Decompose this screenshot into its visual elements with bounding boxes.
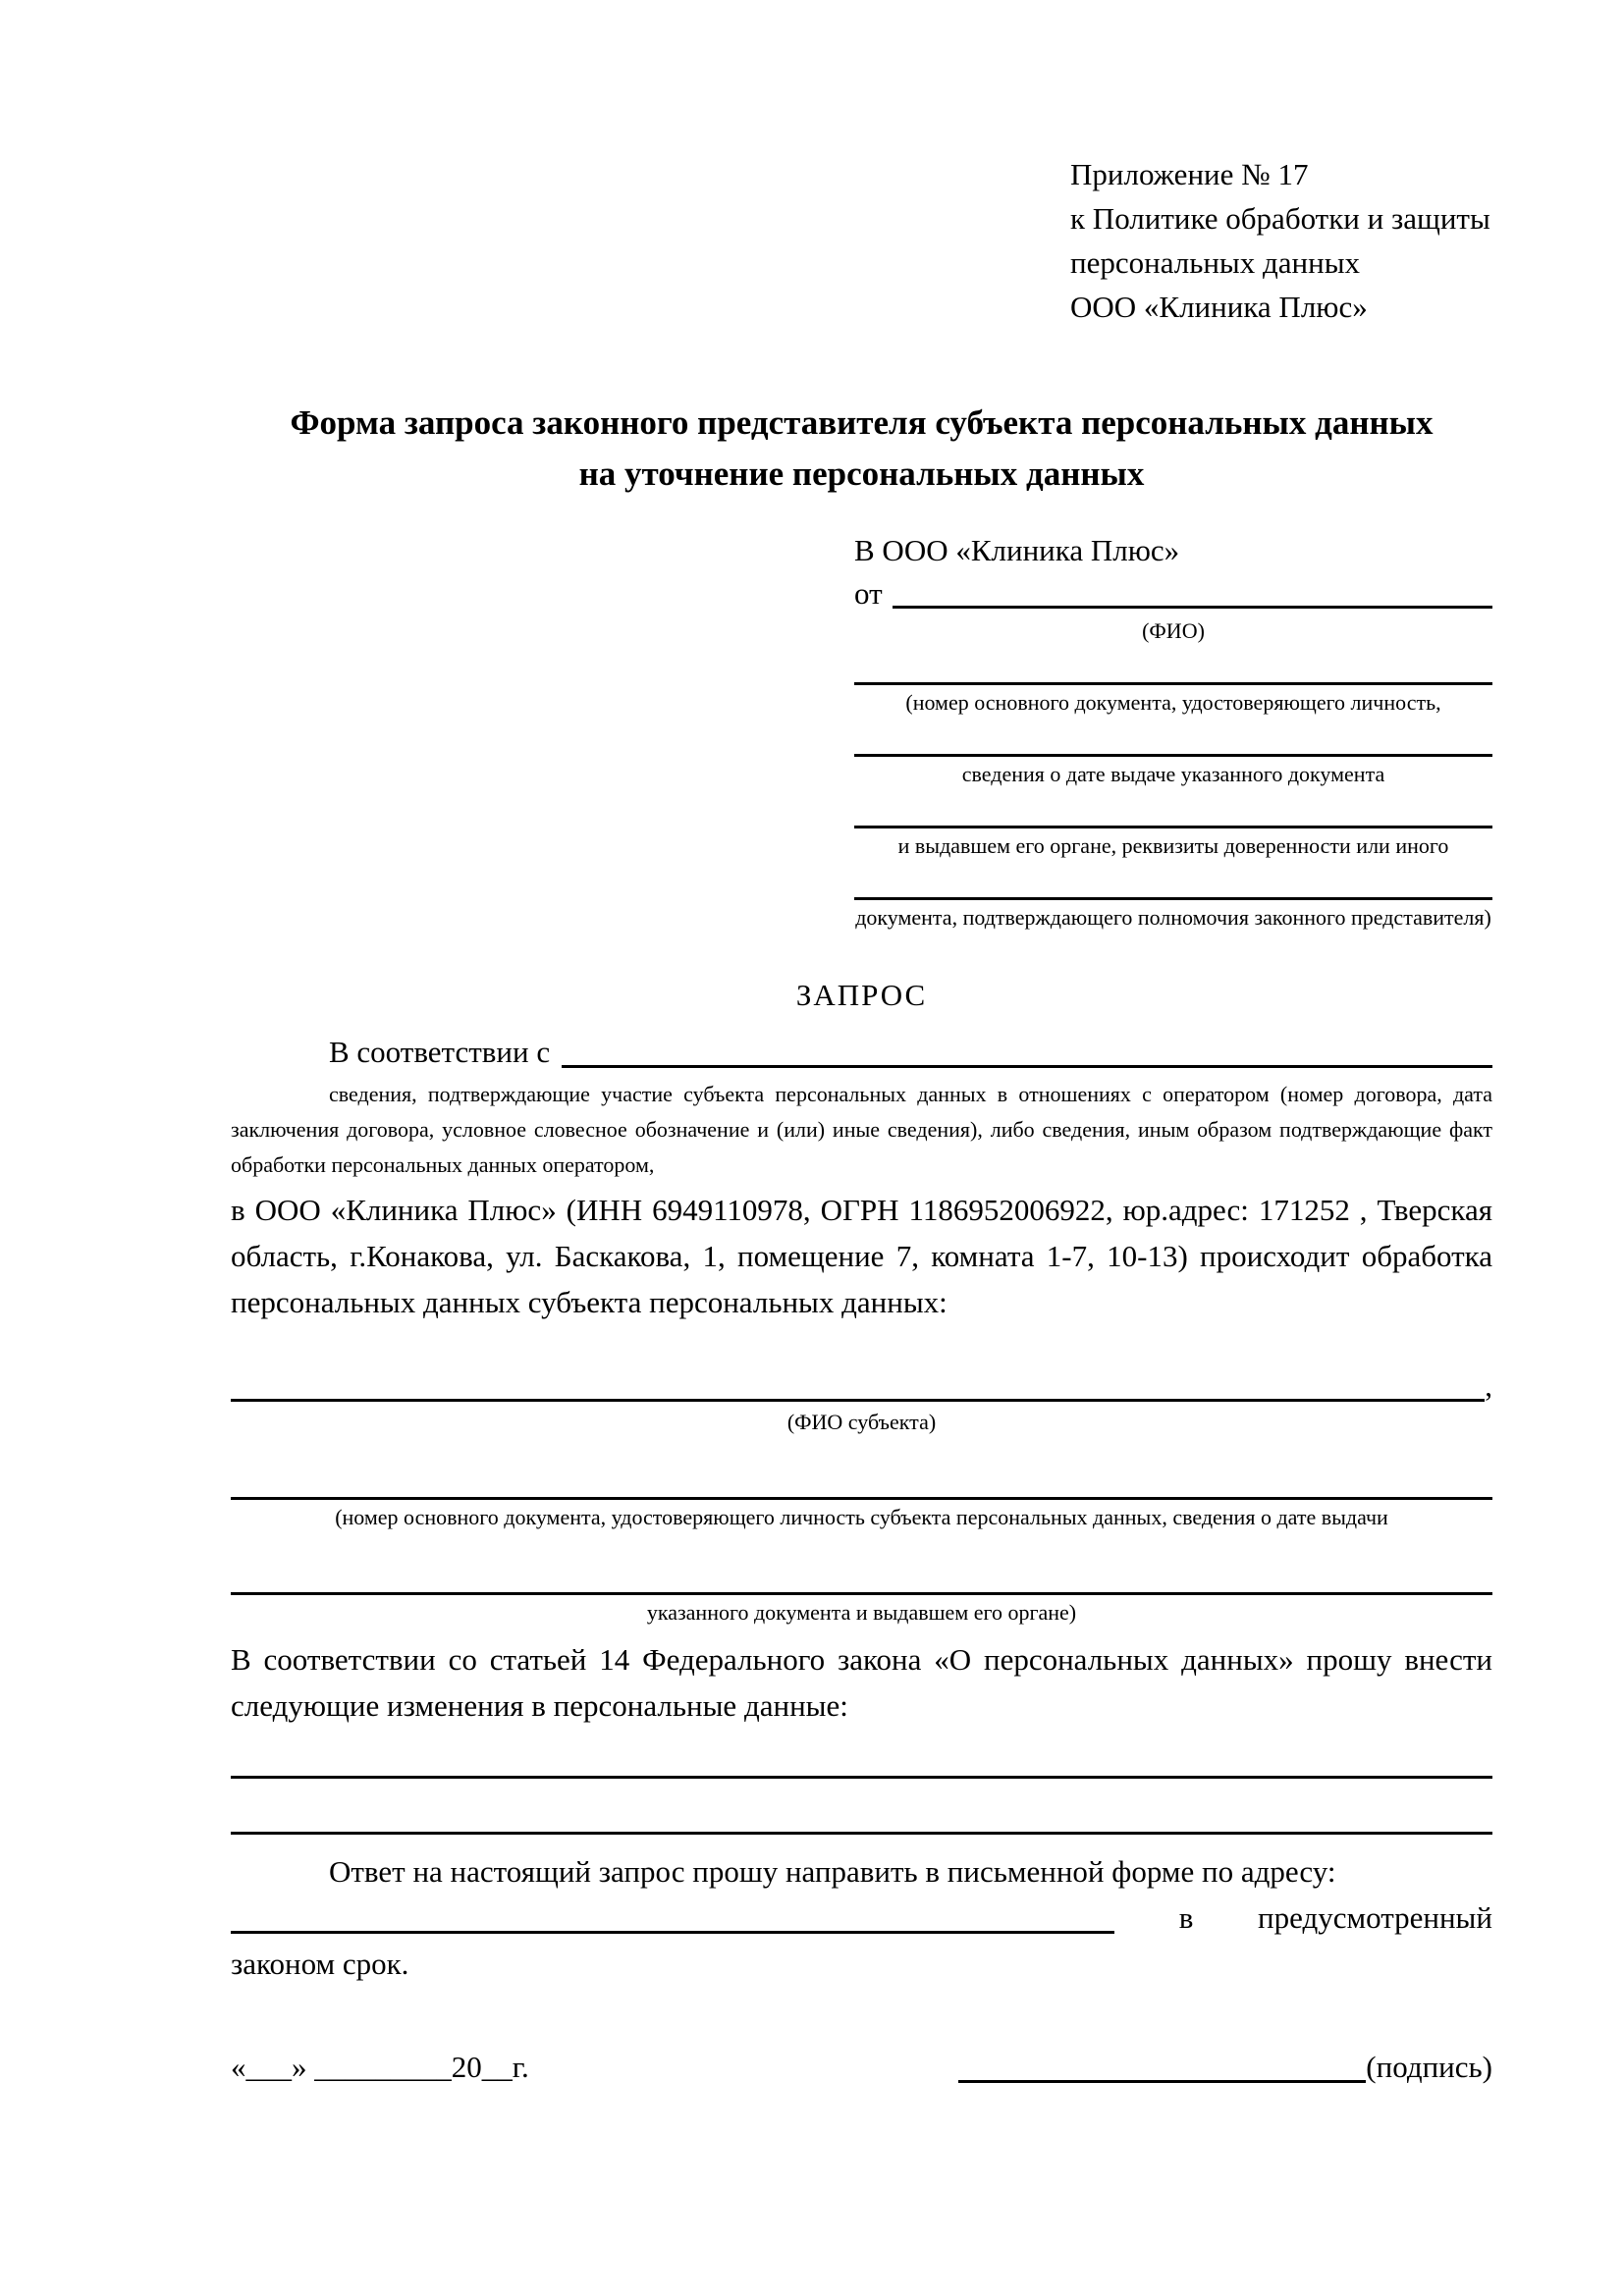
subject-fio-line xyxy=(231,1362,1492,1409)
issue-date-blank-line xyxy=(854,726,1492,757)
from-label: от xyxy=(854,576,883,611)
appendix-line: персональных данных xyxy=(1070,245,1361,280)
subject-document-group xyxy=(231,1559,1492,1627)
signature-blank-line xyxy=(958,2080,1366,2083)
subject-fio-blank-line xyxy=(231,1399,1485,1402)
addressee-to: В ООО «Клиника Плюс» xyxy=(854,533,1180,567)
trailing-comma: , xyxy=(1485,1368,1492,1403)
document-title xyxy=(231,398,1492,500)
footer-row xyxy=(231,2044,1492,2090)
law-paragraph: В соответствии со статьей 14 Федерального закона «О персональных данных» прошу внести следующие изменения в персональные данные: xyxy=(231,1642,1492,1723)
reply-word-2: предусмотренный xyxy=(1258,1900,1492,1935)
issuing-authority-blank-line xyxy=(854,798,1492,828)
date-line: «___» _________20__г. xyxy=(231,2050,529,2084)
authority-document-caption: документа, подтверждающего полномочия законного представителя) xyxy=(855,905,1491,930)
changes-blank-line-1 xyxy=(231,1729,1492,1779)
addressee-blank-group xyxy=(854,726,1492,788)
reply-word-1: в xyxy=(1178,1900,1194,1935)
document-title-line2: на уточнение персональных данных xyxy=(578,454,1145,493)
from-name-blank-line xyxy=(893,572,1492,609)
subject-document-blank-line-2 xyxy=(231,1559,1492,1595)
appendix-line: Приложение № 17 xyxy=(1070,157,1309,191)
issue-date-caption: сведения о дате выдаче указанного документа xyxy=(961,762,1385,786)
reply-paragraph: Ответ на настоящий запрос прошу направить в письменной форме по адресу: xyxy=(329,1854,1336,1889)
subject-document-caption-2: указанного документа и выдавшем его органе) xyxy=(646,1600,1077,1625)
appendix-line: к Политике обработки и защиты xyxy=(1070,201,1490,236)
signature-caption: (подпись) xyxy=(1366,2050,1492,2084)
subject-document-group xyxy=(231,1464,1492,1531)
signature-group xyxy=(958,2044,1492,2090)
addressee-blank-group xyxy=(854,870,1492,932)
intro-note: сведения, подтверждающие участие субъекта персональных данных в отношениях с оператором (номер договора, дата заключения договора, условное словесное обозначение и (или) иные сведения), либо сведения, иным образом подтверждающие факт обработки персональных данных оператором, xyxy=(231,1082,1492,1177)
intro-label: В соответствии с xyxy=(329,1035,551,1069)
addressee-from-line xyxy=(854,572,1492,615)
authority-document-blank-line xyxy=(854,870,1492,900)
document-title-line1: Форма запроса законного представителя субъекта персональных данных xyxy=(290,403,1434,442)
addressee-blank-group xyxy=(854,798,1492,860)
reply-address-blank-line xyxy=(231,1931,1114,1934)
subject-document-blank-line xyxy=(231,1464,1492,1500)
operator-paragraph: в ООО «Клиника Плюс» (ИНН 6949110978, ОГРН 1186952006922, юр.адрес: 171252 , Тверская область, г.Конакова, ул. Баскакова, 1, помещение 7, комната 1-7, 10-13) происходит обработка персональных данных субъекта персональных данных: xyxy=(231,1193,1492,1319)
document-number-blank-line xyxy=(854,655,1492,685)
request-heading: ЗАПРОС xyxy=(795,978,928,1012)
subject-document-caption-1: (номер основного документа, удостоверяющего личность субъекта персональных данных, сведения о дате выдачи xyxy=(335,1505,1388,1529)
intro-blank-line xyxy=(562,1030,1492,1068)
appendix-block xyxy=(1070,152,1492,329)
fio-caption: (ФИО) xyxy=(1142,618,1205,643)
reply-address-line xyxy=(231,1895,1492,1941)
subject-fio-caption: (ФИО субъекта) xyxy=(786,1410,937,1434)
issuing-authority-caption: и выдавшем его органе, реквизиты доверенности или иного xyxy=(897,833,1449,858)
intro-line xyxy=(231,1030,1492,1075)
addressee-blank-group xyxy=(854,655,1492,717)
addressee-block xyxy=(854,529,1492,932)
changes-blank-line-2 xyxy=(231,1779,1492,1835)
appendix-line: ООО «Клиника Плюс» xyxy=(1070,290,1368,324)
reply-end: законом срок. xyxy=(231,1947,409,1981)
document-number-caption: (номер основного документа, удостоверяющего личность, xyxy=(905,690,1441,715)
